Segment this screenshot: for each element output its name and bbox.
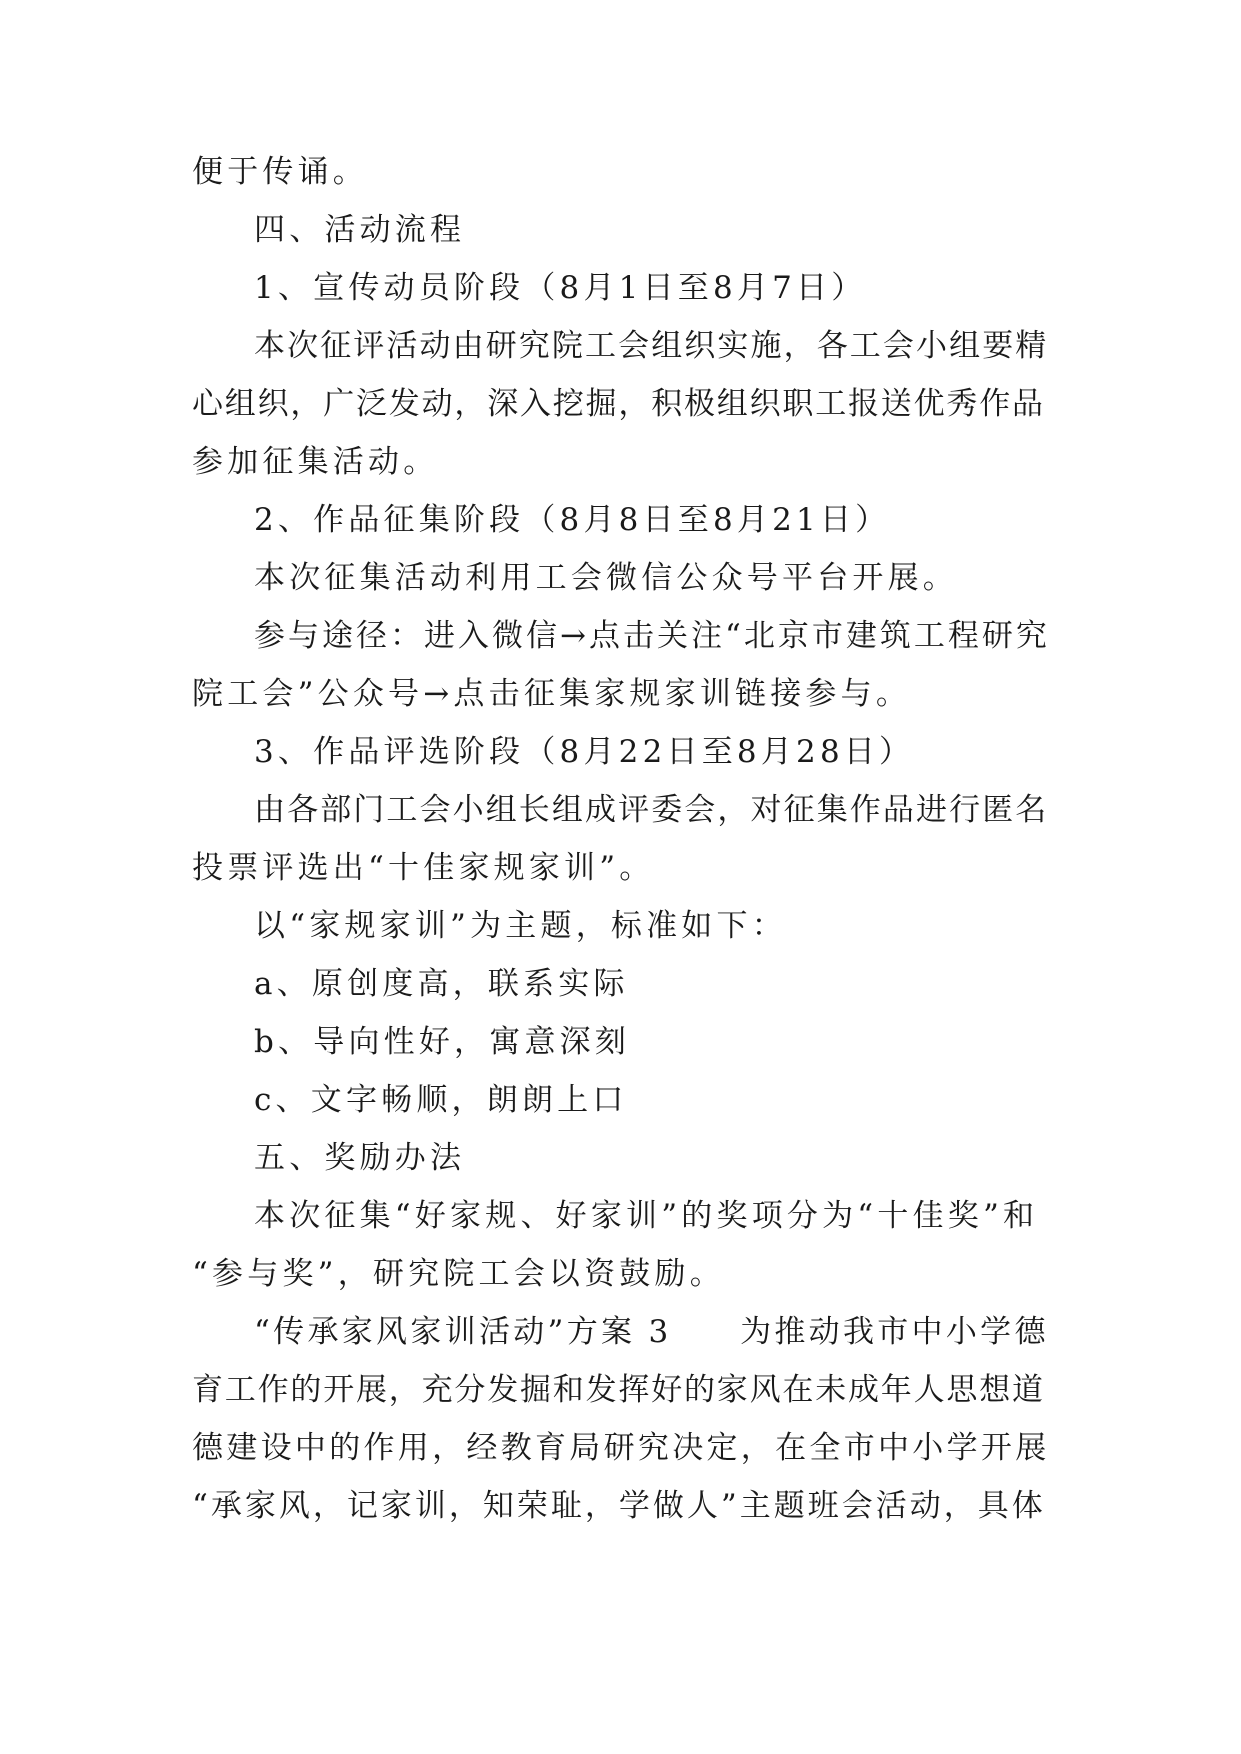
section-heading: 四、活动流程 bbox=[254, 212, 466, 248]
paragraph-line: 参与途径：进入微信→点击关注“北京市建筑工程研究 bbox=[254, 618, 1050, 654]
paragraph-line: 育工作的开展，充分发掘和发挥好的家风在未成年人思想道 bbox=[192, 1372, 1045, 1408]
section-heading: 五、奖励办法 bbox=[254, 1140, 466, 1176]
paragraph-line: 心组织，广泛发动，深入挖掘，积极组织职工报送优秀作品 bbox=[192, 386, 1045, 422]
paragraph-line: 本次征评活动由研究院工会组织实施，各工会小组要精 bbox=[254, 328, 1049, 364]
subsection-heading: 3、作品评选阶段（8月22日至8月28日） bbox=[254, 734, 915, 770]
paragraph-line: 由各部门工会小组长组成评委会，对征集作品进行匿名 bbox=[254, 792, 1049, 828]
criteria-item: c、文字畅顺，朗朗上口 bbox=[254, 1082, 628, 1118]
paragraph-line: “承家风，记家训，知荣耻，学做人”主题班会活动，具体 bbox=[192, 1488, 1046, 1524]
paragraph-line: 便于传诵。 bbox=[192, 154, 368, 190]
paragraph-line: 本次征集活动利用工会微信公众号平台开展。 bbox=[254, 560, 958, 596]
paragraph-line: 院工会”公众号→点击征集家规家训链接参与。 bbox=[192, 676, 912, 712]
paragraph-line: “参与奖”，研究院工会以资鼓励。 bbox=[192, 1256, 725, 1292]
paragraph-line: 投票评选出“十佳家规家训”。 bbox=[192, 850, 655, 886]
paragraph-line: 德建设中的作用，经教育局研究决定，在全市中小学开展 bbox=[192, 1430, 1050, 1466]
criteria-item: b、导向性好，寓意深刻 bbox=[254, 1024, 631, 1060]
subsection-heading: 1、宣传动员阶段（8月1日至8月7日） bbox=[254, 270, 867, 306]
paragraph-line: 本次征集“好家规、好家训”的奖项分为“十佳奖”和 bbox=[254, 1198, 1039, 1234]
subsection-heading: 2、作品征集阶段（8月8日至8月21日） bbox=[254, 502, 891, 538]
paragraph-line: 参加征集活动。 bbox=[192, 444, 439, 480]
paragraph-line: “传承家风家训活动”方案 3 为推动我市中小学德 bbox=[254, 1314, 1049, 1350]
paragraph-line: 以“家规家训”为主题，标准如下： bbox=[254, 908, 787, 944]
criteria-item: a、原创度高，联系实际 bbox=[254, 966, 629, 1002]
